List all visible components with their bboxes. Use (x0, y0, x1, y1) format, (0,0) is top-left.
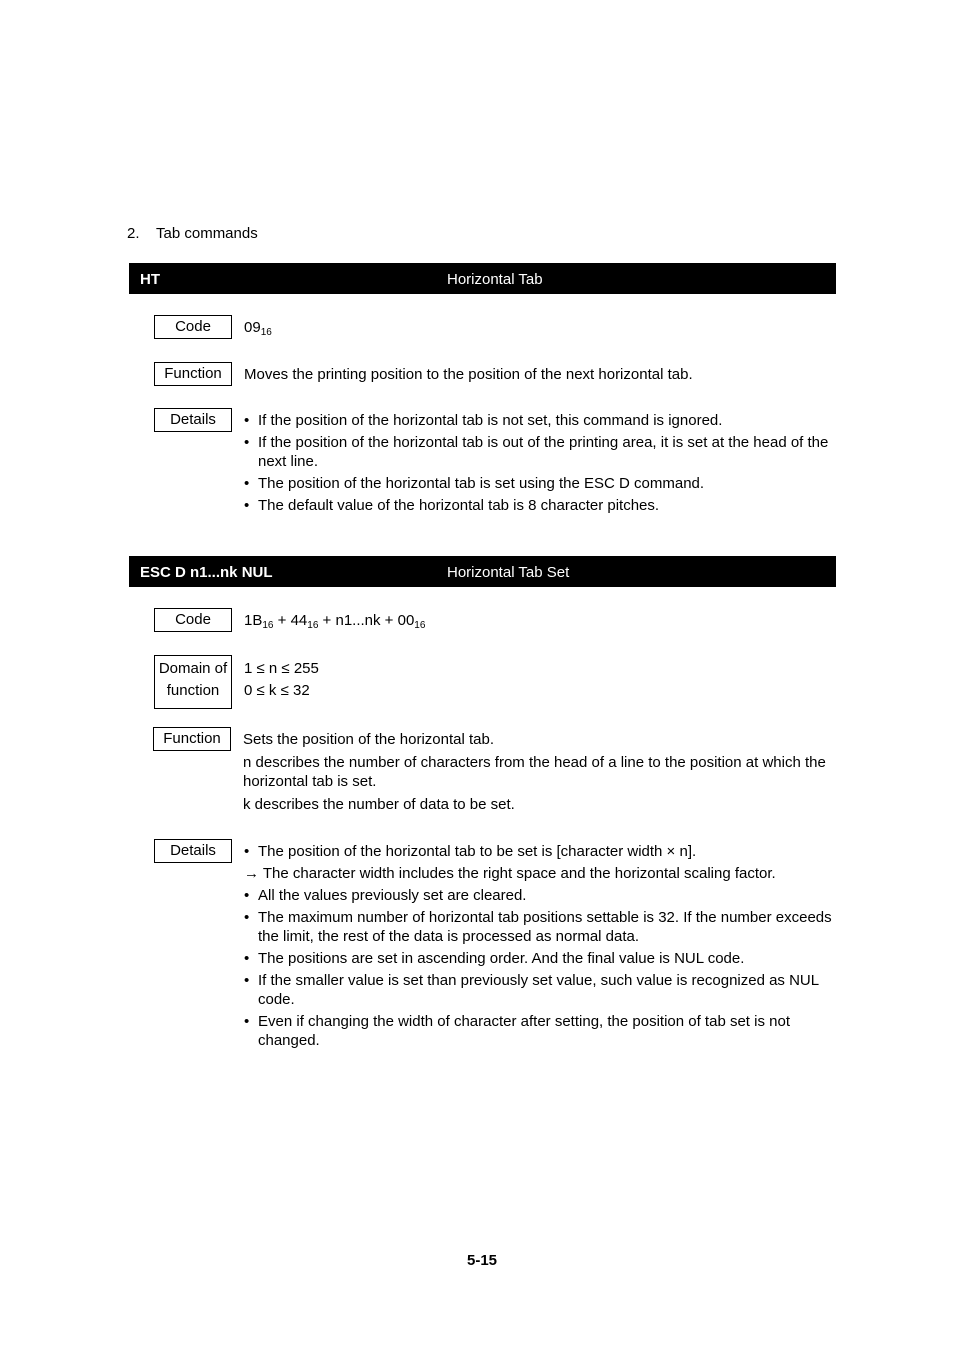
list-item: • If the position of the horizontal tab is out of the printing area, it is set at the head of the next line. (244, 433, 834, 471)
ht-details-list (244, 411, 834, 518)
list-item: • The position of the horizontal tab to be set is [character width × n]. (244, 842, 834, 861)
section-title: Tab commands (156, 225, 258, 242)
escd-function-text (243, 730, 833, 818)
domain-k: 0 ≤ k ≤ 32 (244, 682, 310, 699)
page-number: 5-15 (466, 1252, 498, 1269)
ht-code-value: $09_{16}$ (244, 319, 272, 338)
escd-details-label: Details (154, 839, 232, 863)
ht-function-text: Moves the printing position to the position of the next horizontal tab. (244, 366, 693, 383)
escd-command-name: Horizontal Tab Set (447, 564, 570, 581)
function-paragraph: k describes the number of data to be set. (243, 796, 515, 813)
escd-function-label: Function (153, 727, 231, 751)
ht-header-bar (129, 263, 836, 294)
list-item: • The positions are set in ascending order. And the final value is NUL code. (244, 949, 834, 968)
escd-header-bar (129, 556, 836, 587)
list-item: • Even if changing the width of character after setting, the position of tab set is not changed. (244, 1012, 834, 1050)
list-item: • The maximum number of horizontal tab positions settable is 32. If the number exceeds the limit, the rest of the data is processed as normal data. (244, 908, 834, 946)
escd-command: ESC D n1...nk NUL (140, 564, 273, 581)
list-item: • The default value of the horizontal tab is 8 character pitches. (244, 496, 834, 515)
list-item: • All the values previously set are cleared. (244, 886, 834, 905)
section-heading (127, 225, 258, 242)
ht-details-label: Details (154, 408, 232, 432)
escd-domain-values (244, 658, 834, 702)
section-number: 2. (127, 225, 140, 242)
ht-command-name: Horizontal Tab (447, 271, 543, 288)
escd-domain-label: Domain of function (154, 655, 232, 709)
ht-function-label: Function (154, 362, 232, 386)
escd-code-value: $1B_{16} + 44_{16} + n1...nk + 00_{16}$ (244, 612, 426, 631)
escd-code-label: Code (154, 608, 232, 632)
function-paragraph: n describes the number of characters from the head of a line to the position at which the horizontal tab is set. (243, 754, 826, 790)
list-item: • The position of the horizontal tab is set using the ESC D command. (244, 474, 834, 493)
function-paragraph: Sets the position of the horizontal tab. (243, 731, 494, 748)
ht-code-label: Code (154, 315, 232, 339)
list-item: • If the position of the horizontal tab is not set, this command is ignored. (244, 411, 834, 430)
list-item: • If the smaller value is set than previously set value, such value is recognized as NUL code. (244, 971, 834, 1009)
ht-command: HT (140, 271, 160, 288)
domain-n: 1 ≤ n ≤ 255 (244, 660, 319, 677)
escd-details-list (244, 842, 834, 1053)
list-item-note: → The character width includes the right space and the horizontal scaling factor. (244, 865, 776, 882)
